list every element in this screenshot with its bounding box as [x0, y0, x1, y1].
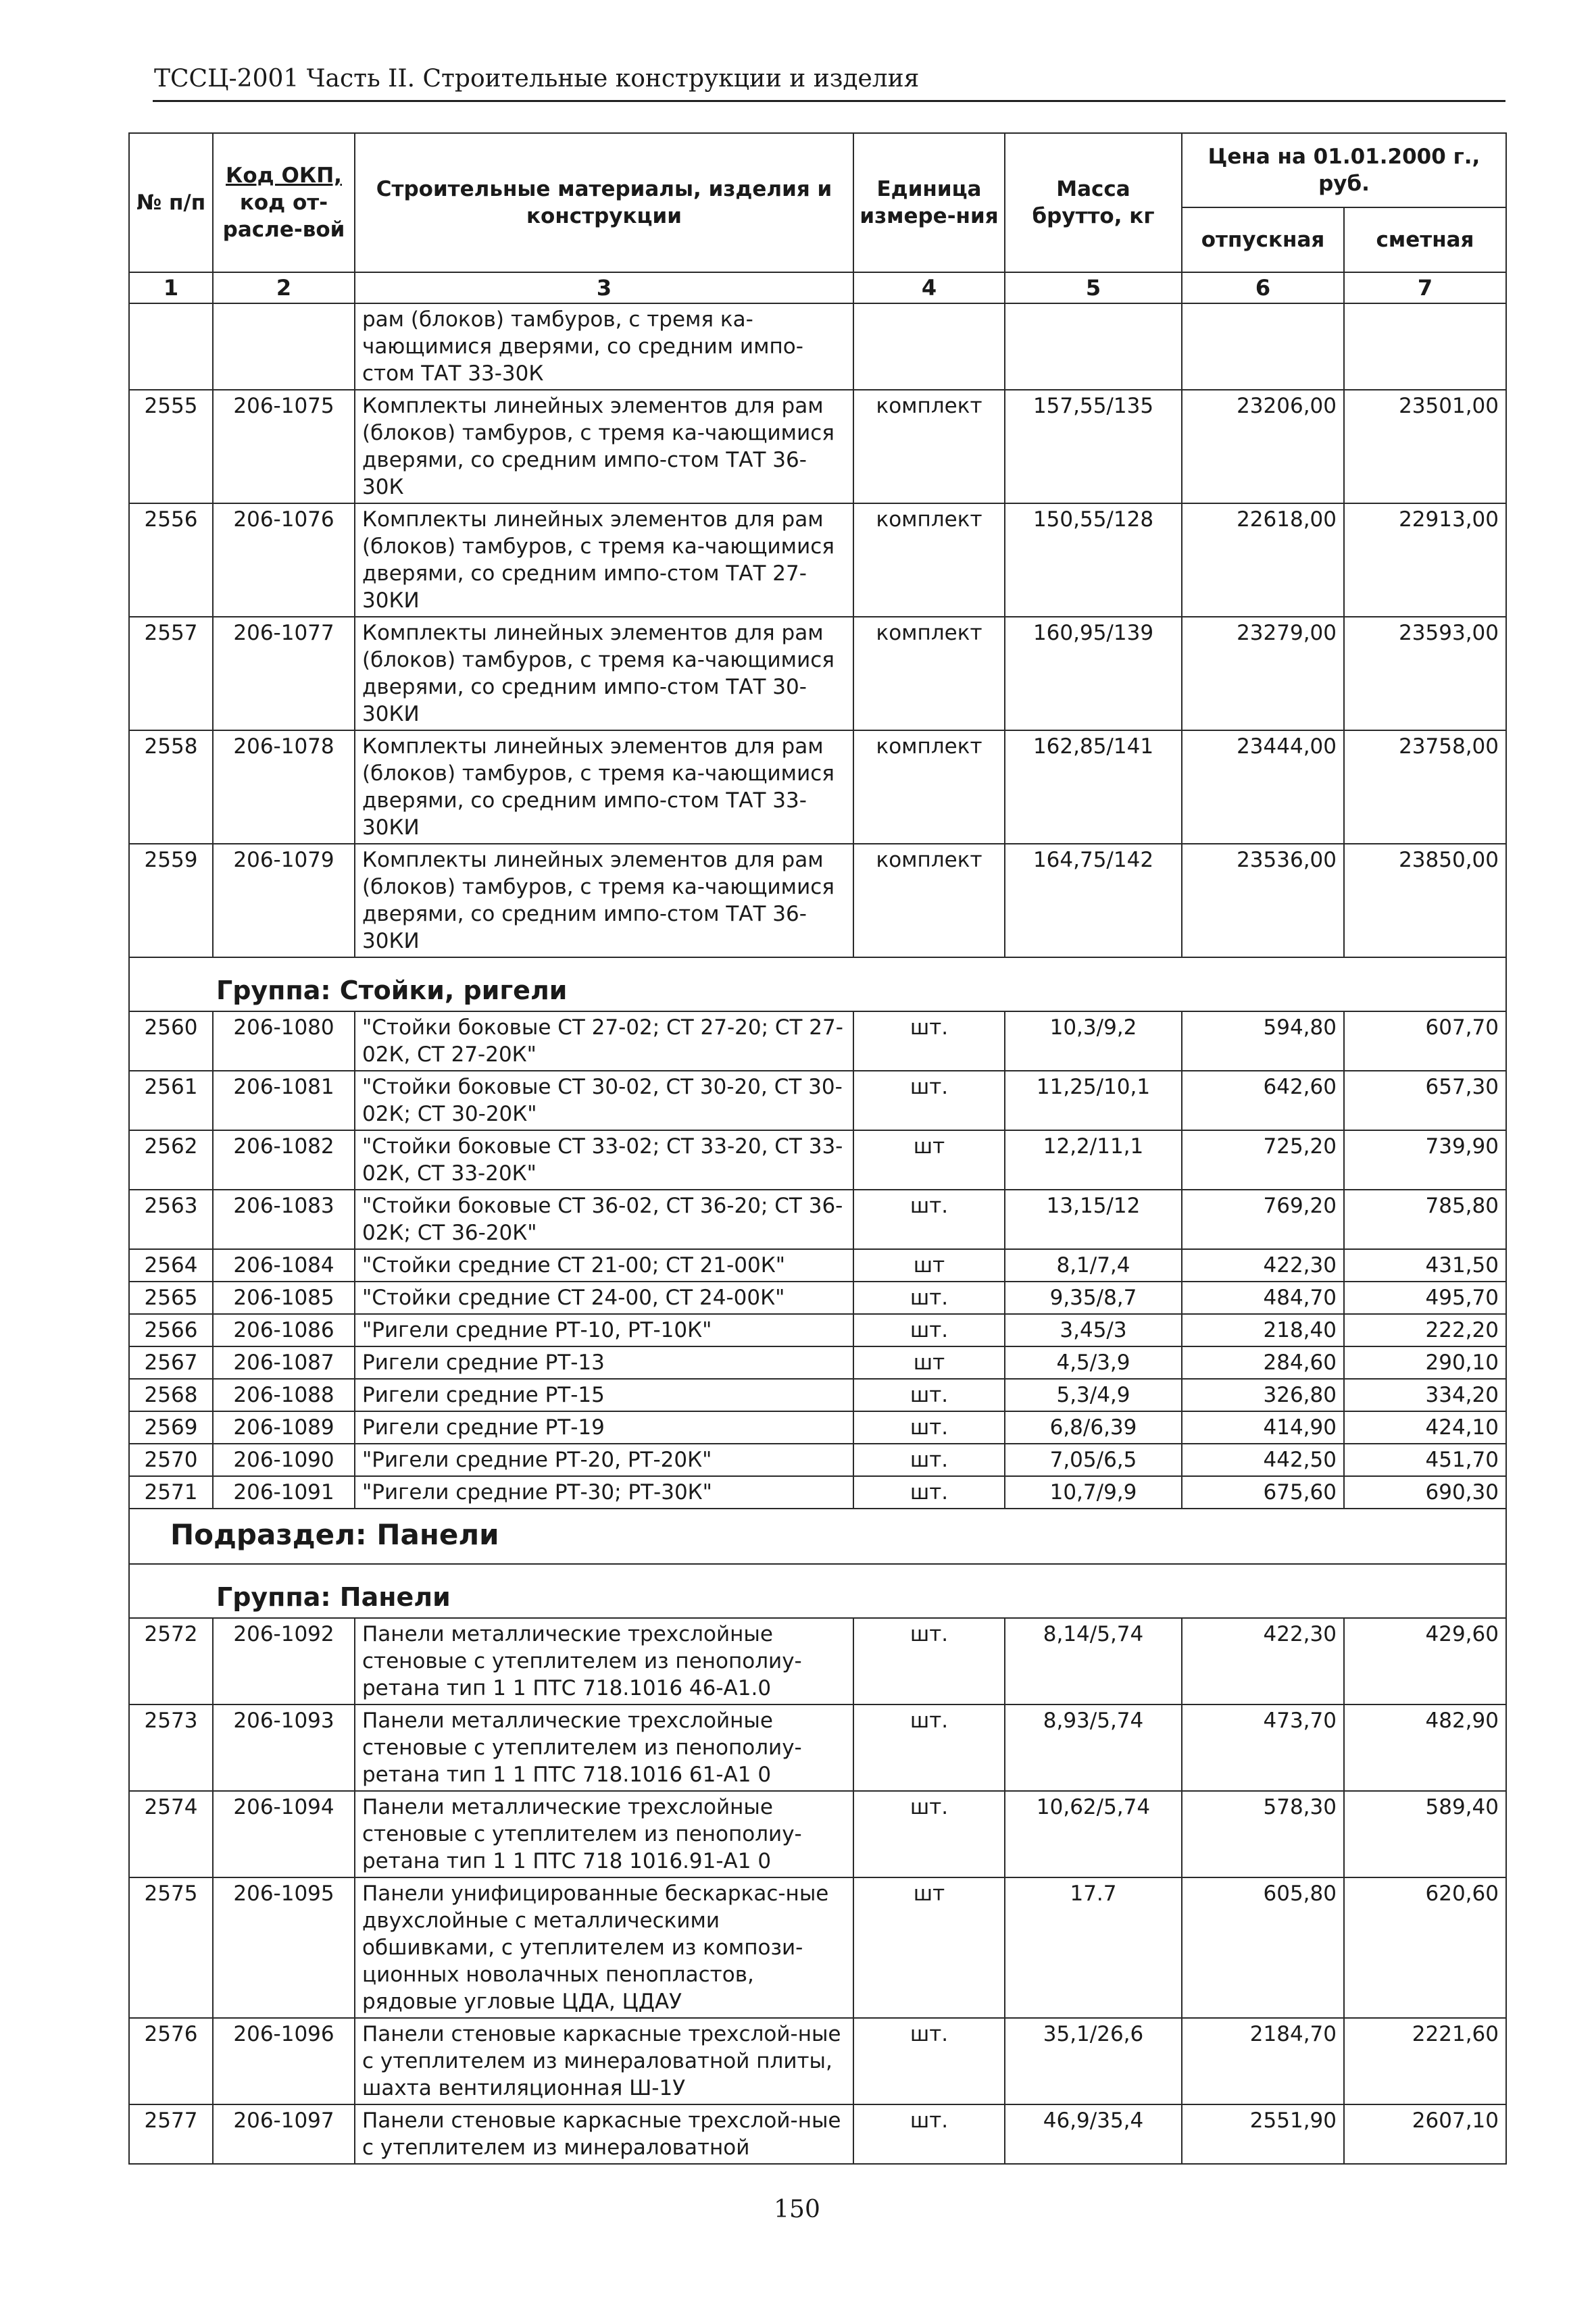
row-price-release: 422,30: [1182, 1618, 1344, 1704]
row-name: "Стойки боковые СТ 27-02; СТ 27-20; СТ 27-02К, СТ 27-20К": [355, 1011, 853, 1071]
row-mass: 162,85/141: [1005, 730, 1182, 844]
row-code: 206-1095: [213, 1877, 355, 2018]
row-price-release: 725,20: [1182, 1130, 1344, 1190]
row-code: 206-1079: [213, 844, 355, 957]
row-code: 206-1090: [213, 1444, 355, 1476]
row-mass: 35,1/26,6: [1005, 2018, 1182, 2104]
col-header-code-okp: Код ОКП,: [226, 163, 342, 188]
row-mass: 4,5/3,9: [1005, 1346, 1182, 1379]
row-price-estimate: 23501,00: [1344, 390, 1506, 503]
table-row: [129, 617, 1506, 730]
table-row: [129, 1011, 1506, 1071]
row-mass: 12,2/11,1: [1005, 1130, 1182, 1190]
table-row: [129, 1249, 1506, 1282]
row-code: 206-1083: [213, 1190, 355, 1249]
row-name: Комплекты линейных элементов для рам (блоков) тамбуров, с тремя ка-чающимися дверями, со средним импо-стом ТАТ 36-30КИ: [355, 844, 853, 957]
row-unit: шт: [853, 1130, 1005, 1190]
row-name: "Стойки боковые СТ 30-02, СТ 30-20, СТ 30-02К; СТ 30-20К": [355, 1071, 853, 1130]
row-price-estimate: 23758,00: [1344, 730, 1506, 844]
table-row: [129, 1190, 1506, 1249]
row-price-release: 675,60: [1182, 1476, 1344, 1509]
table-row: [129, 1346, 1506, 1379]
row-price-release: 23444,00: [1182, 730, 1344, 844]
row-number: 2575: [129, 1877, 213, 2018]
row-price-release: 22618,00: [1182, 503, 1344, 617]
row-mass: 6,8/6,39: [1005, 1411, 1182, 1444]
row-name: "Стойки боковые СТ 36-02, СТ 36-20; СТ 36-02К; СТ 36-20К": [355, 1190, 853, 1249]
header-rule: [153, 100, 1505, 102]
row-code: 206-1091: [213, 1476, 355, 1509]
column-number-row: [129, 272, 1506, 303]
header-row: [129, 133, 1506, 207]
row-number: 2558: [129, 730, 213, 844]
row-code: 206-1076: [213, 503, 355, 617]
table-row: [129, 730, 1506, 844]
row-unit: комплект: [853, 390, 1005, 503]
row-code: 206-1078: [213, 730, 355, 844]
row-code: 206-1087: [213, 1346, 355, 1379]
row-price-release: 484,70: [1182, 1282, 1344, 1314]
row-name: Ригели средние РТ-13: [355, 1346, 853, 1379]
table-row: [129, 1071, 1506, 1130]
row-price-estimate: 2607,10: [1344, 2104, 1506, 2164]
row-price-release: 414,90: [1182, 1411, 1344, 1444]
column-number: 7: [1344, 272, 1506, 303]
row-price-estimate: 690,30: [1344, 1476, 1506, 1509]
row-name: рам (блоков) тамбуров, с тремя ка-чающимися дверями, со средним импо-стом ТАТ 33-30К: [355, 303, 853, 390]
table-row: [129, 1411, 1506, 1444]
row-number: 2560: [129, 1011, 213, 1071]
row-price-release: 578,30: [1182, 1791, 1344, 1877]
row-mass: 8,93/5,74: [1005, 1704, 1182, 1791]
row-name: Панели металлические трехслойные стеновые с утеплителем из пенополиу-ретана тип 1 1 ПТС 718 1016.91-А1 0: [355, 1791, 853, 1877]
row-price-estimate: 431,50: [1344, 1249, 1506, 1282]
row-price-estimate: 657,30: [1344, 1071, 1506, 1130]
row-mass: 8,1/7,4: [1005, 1249, 1182, 1282]
row-number: 2574: [129, 1791, 213, 1877]
table-row: [129, 2018, 1506, 2104]
row-unit: шт.: [853, 1071, 1005, 1130]
row-price-release: 769,20: [1182, 1190, 1344, 1249]
row-mass: 164,75/142: [1005, 844, 1182, 957]
row-number: 2557: [129, 617, 213, 730]
row-code: 206-1092: [213, 1618, 355, 1704]
row-price-estimate: 23850,00: [1344, 844, 1506, 957]
col-header-code: [213, 133, 355, 272]
row-price-release: 422,30: [1182, 1249, 1344, 1282]
row-unit: шт.: [853, 1282, 1005, 1314]
row-code: 206-1082: [213, 1130, 355, 1190]
row-name: Ригели средние РТ-15: [355, 1379, 853, 1411]
row-number: 2563: [129, 1190, 213, 1249]
table-row: [129, 503, 1506, 617]
row-price-estimate: 589,40: [1344, 1791, 1506, 1877]
row-price-estimate: 739,90: [1344, 1130, 1506, 1190]
row-number: 2559: [129, 844, 213, 957]
table-row: [129, 1704, 1506, 1791]
row-number: 2555: [129, 390, 213, 503]
row-mass: 8,14/5,74: [1005, 1618, 1182, 1704]
row-mass: 5,3/4,9: [1005, 1379, 1182, 1411]
row-code: [213, 303, 355, 390]
row-price-release: 605,80: [1182, 1877, 1344, 2018]
row-unit: шт: [853, 1249, 1005, 1282]
row-mass: 46,9/35,4: [1005, 2104, 1182, 2164]
row-price-estimate: 495,70: [1344, 1282, 1506, 1314]
row-mass: 10,3/9,2: [1005, 1011, 1182, 1071]
row-price-estimate: 334,20: [1344, 1379, 1506, 1411]
row-number: 2573: [129, 1704, 213, 1791]
col-header-price-estimate: сметная: [1344, 207, 1506, 272]
row-price-estimate: 23593,00: [1344, 617, 1506, 730]
row-unit: комплект: [853, 730, 1005, 844]
row-price-estimate: 429,60: [1344, 1618, 1506, 1704]
row-price-estimate: 482,90: [1344, 1704, 1506, 1791]
row-unit: комплект: [853, 844, 1005, 957]
row-price-release: 2184,70: [1182, 2018, 1344, 2104]
row-price-estimate: 451,70: [1344, 1444, 1506, 1476]
row-mass: [1005, 303, 1182, 390]
row-code: 206-1080: [213, 1011, 355, 1071]
table-row: [129, 1130, 1506, 1190]
row-number: 2562: [129, 1130, 213, 1190]
row-price-release: 23206,00: [1182, 390, 1344, 503]
table-row: [129, 1282, 1506, 1314]
column-number: 1: [129, 272, 213, 303]
row-unit: шт.: [853, 1011, 1005, 1071]
row-name: Комплекты линейных элементов для рам (блоков) тамбуров, с тремя ка-чающимися дверями, со средним импо-стом ТАТ 27-30КИ: [355, 503, 853, 617]
row-code: 206-1096: [213, 2018, 355, 2104]
row-code: 206-1085: [213, 1282, 355, 1314]
row-unit: шт: [853, 1877, 1005, 2018]
row-price-release: 284,60: [1182, 1346, 1344, 1379]
row-code: 206-1097: [213, 2104, 355, 2164]
column-number: 5: [1005, 272, 1182, 303]
row-price-estimate: 290,10: [1344, 1346, 1506, 1379]
row-number: 2566: [129, 1314, 213, 1346]
row-name: Панели стеновые каркасные трехслой-ные с утеплителем из минераловатной плиты, шахта вентиляционная Ш-1У: [355, 2018, 853, 2104]
row-price-estimate: [1344, 303, 1506, 390]
row-price-estimate: 424,10: [1344, 1411, 1506, 1444]
row-mass: 11,25/10,1: [1005, 1071, 1182, 1130]
table-row: [129, 1476, 1506, 1509]
row-unit: шт.: [853, 1190, 1005, 1249]
running-header: ТССЦ-2001 Часть II. Строительные конструкции и изделия: [154, 65, 920, 93]
row-number: 2561: [129, 1071, 213, 1130]
row-price-estimate: 222,20: [1344, 1314, 1506, 1346]
table-row: [129, 1877, 1506, 2018]
row-number: 2571: [129, 1476, 213, 1509]
table-row: [129, 303, 1506, 390]
group-heading: Группа: Панели: [129, 1564, 1506, 1618]
row-code: 206-1093: [213, 1704, 355, 1791]
row-code: 206-1089: [213, 1411, 355, 1444]
col-header-code-branch: код от-расле-вой: [222, 191, 345, 242]
col-header-unit: Единица измере-ния: [853, 133, 1005, 272]
table-body: [129, 303, 1506, 2164]
row-price-release: 326,80: [1182, 1379, 1344, 1411]
row-price-release: 594,80: [1182, 1011, 1344, 1071]
row-mass: 10,7/9,9: [1005, 1476, 1182, 1509]
row-name: Панели металлические трехслойные стеновые с утеплителем из пенополиу-ретана тип 1 1 ПТС 718.1016 46-А1.0: [355, 1618, 853, 1704]
col-header-mass: Масса брутто, кг: [1005, 133, 1182, 272]
group-heading-row: [129, 957, 1506, 1011]
row-price-estimate: 620,60: [1344, 1877, 1506, 2018]
row-mass: 10,62/5,74: [1005, 1791, 1182, 1877]
row-price-release: 442,50: [1182, 1444, 1344, 1476]
row-number: 2570: [129, 1444, 213, 1476]
row-unit: шт.: [853, 1704, 1005, 1791]
row-number: 2569: [129, 1411, 213, 1444]
row-unit: шт.: [853, 2104, 1005, 2164]
column-number: 6: [1182, 272, 1344, 303]
row-mass: 3,45/3: [1005, 1314, 1182, 1346]
row-unit: шт.: [853, 1444, 1005, 1476]
row-code: 206-1094: [213, 1791, 355, 1877]
row-unit: [853, 303, 1005, 390]
row-price-release: [1182, 303, 1344, 390]
row-code: 206-1081: [213, 1071, 355, 1130]
table-row: [129, 1791, 1506, 1877]
row-price-estimate: 785,80: [1344, 1190, 1506, 1249]
column-number: 2: [213, 272, 355, 303]
row-name: Комплекты линейных элементов для рам (блоков) тамбуров, с тремя ка-чающимися дверями, со средним импо-стом ТАТ 33-30КИ: [355, 730, 853, 844]
row-name: "Ригели средние РТ-10, РТ-10К": [355, 1314, 853, 1346]
row-name: Комплекты линейных элементов для рам (блоков) тамбуров, с тремя ка-чающимися дверями, со средним импо-стом ТАТ 36-30К: [355, 390, 853, 503]
row-name: Панели металлические трехслойные стеновые с утеплителем из пенополиу-ретана тип 1 1 ПТС 718.1016 61-А1 0: [355, 1704, 853, 1791]
row-number: [129, 303, 213, 390]
row-unit: комплект: [853, 503, 1005, 617]
col-header-price-release: отпускная: [1182, 207, 1344, 272]
table-row: [129, 844, 1506, 957]
row-unit: шт.: [853, 1379, 1005, 1411]
row-mass: 17.7: [1005, 1877, 1182, 2018]
row-unit: шт.: [853, 1411, 1005, 1444]
row-price-release: 473,70: [1182, 1704, 1344, 1791]
row-name: "Ригели средние РТ-20, РТ-20К": [355, 1444, 853, 1476]
row-code: 206-1086: [213, 1314, 355, 1346]
row-unit: шт: [853, 1346, 1005, 1379]
column-number: 3: [355, 272, 853, 303]
col-header-no: № п/п: [129, 133, 213, 272]
row-unit: шт.: [853, 1476, 1005, 1509]
row-number: 2556: [129, 503, 213, 617]
row-price-release: 642,60: [1182, 1071, 1344, 1130]
row-name: Панели стеновые каркасные трехслой-ные с утеплителем из минераловатной: [355, 2104, 853, 2164]
row-name: Панели унифицированные бескаркас-ные двухслойные с металлическими обшивками, с утеплителем из компози-ционных новолачных пенопластов, рядовые угловые ЦДА, ЦДАУ: [355, 1877, 853, 2018]
row-unit: шт.: [853, 1618, 1005, 1704]
col-header-name: Строительные материалы, изделия и конструкции: [355, 133, 853, 272]
table-row: [129, 1618, 1506, 1704]
table-row: [129, 1379, 1506, 1411]
row-mass: 150,55/128: [1005, 503, 1182, 617]
table-row: [129, 1314, 1506, 1346]
column-number: 4: [853, 272, 1005, 303]
price-table: [128, 132, 1507, 2165]
row-price-release: 23279,00: [1182, 617, 1344, 730]
row-mass: 13,15/12: [1005, 1190, 1182, 1249]
row-name: "Ригели средние РТ-30; РТ-30К": [355, 1476, 853, 1509]
row-price-release: 218,40: [1182, 1314, 1344, 1346]
subsection-heading-row: [129, 1509, 1506, 1564]
row-unit: шт.: [853, 1314, 1005, 1346]
row-number: 2572: [129, 1618, 213, 1704]
row-name: Комплекты линейных элементов для рам (блоков) тамбуров, с тремя ка-чающимися дверями, со средним импо-стом ТАТ 30-30КИ: [355, 617, 853, 730]
row-number: 2568: [129, 1379, 213, 1411]
row-unit: комплект: [853, 617, 1005, 730]
row-number: 2564: [129, 1249, 213, 1282]
row-price-estimate: 22913,00: [1344, 503, 1506, 617]
row-name: "Стойки боковые СТ 33-02; СТ 33-20, СТ 33-02К, СТ 33-20К": [355, 1130, 853, 1190]
group-heading: Группа: Стойки, ригели: [129, 957, 1506, 1011]
row-unit: шт.: [853, 1791, 1005, 1877]
row-price-estimate: 2221,60: [1344, 2018, 1506, 2104]
row-code: 206-1084: [213, 1249, 355, 1282]
row-mass: 157,55/135: [1005, 390, 1182, 503]
row-mass: 7,05/6,5: [1005, 1444, 1182, 1476]
col-header-price: Цена на 01.01.2000 г., руб.: [1182, 133, 1506, 207]
row-name: Ригели средние РТ-19: [355, 1411, 853, 1444]
table-row: [129, 2104, 1506, 2164]
row-number: 2576: [129, 2018, 213, 2104]
row-code: 206-1075: [213, 390, 355, 503]
table-row: [129, 1444, 1506, 1476]
row-price-release: 2551,90: [1182, 2104, 1344, 2164]
row-code: 206-1088: [213, 1379, 355, 1411]
row-price-release: 23536,00: [1182, 844, 1344, 957]
row-mass: 9,35/8,7: [1005, 1282, 1182, 1314]
row-name: "Стойки средние СТ 24-00, СТ 24-00К": [355, 1282, 853, 1314]
row-number: 2567: [129, 1346, 213, 1379]
row-name: "Стойки средние СТ 21-00; СТ 21-00К": [355, 1249, 853, 1282]
table-row: [129, 390, 1506, 503]
row-unit: шт.: [853, 2018, 1005, 2104]
row-number: 2565: [129, 1282, 213, 1314]
page-number: 150: [774, 2196, 820, 2223]
group-heading-row: [129, 1564, 1506, 1618]
subsection-heading: Подраздел: Панели: [129, 1509, 1506, 1564]
row-price-estimate: 607,70: [1344, 1011, 1506, 1071]
row-mass: 160,95/139: [1005, 617, 1182, 730]
row-number: 2577: [129, 2104, 213, 2164]
row-code: 206-1077: [213, 617, 355, 730]
